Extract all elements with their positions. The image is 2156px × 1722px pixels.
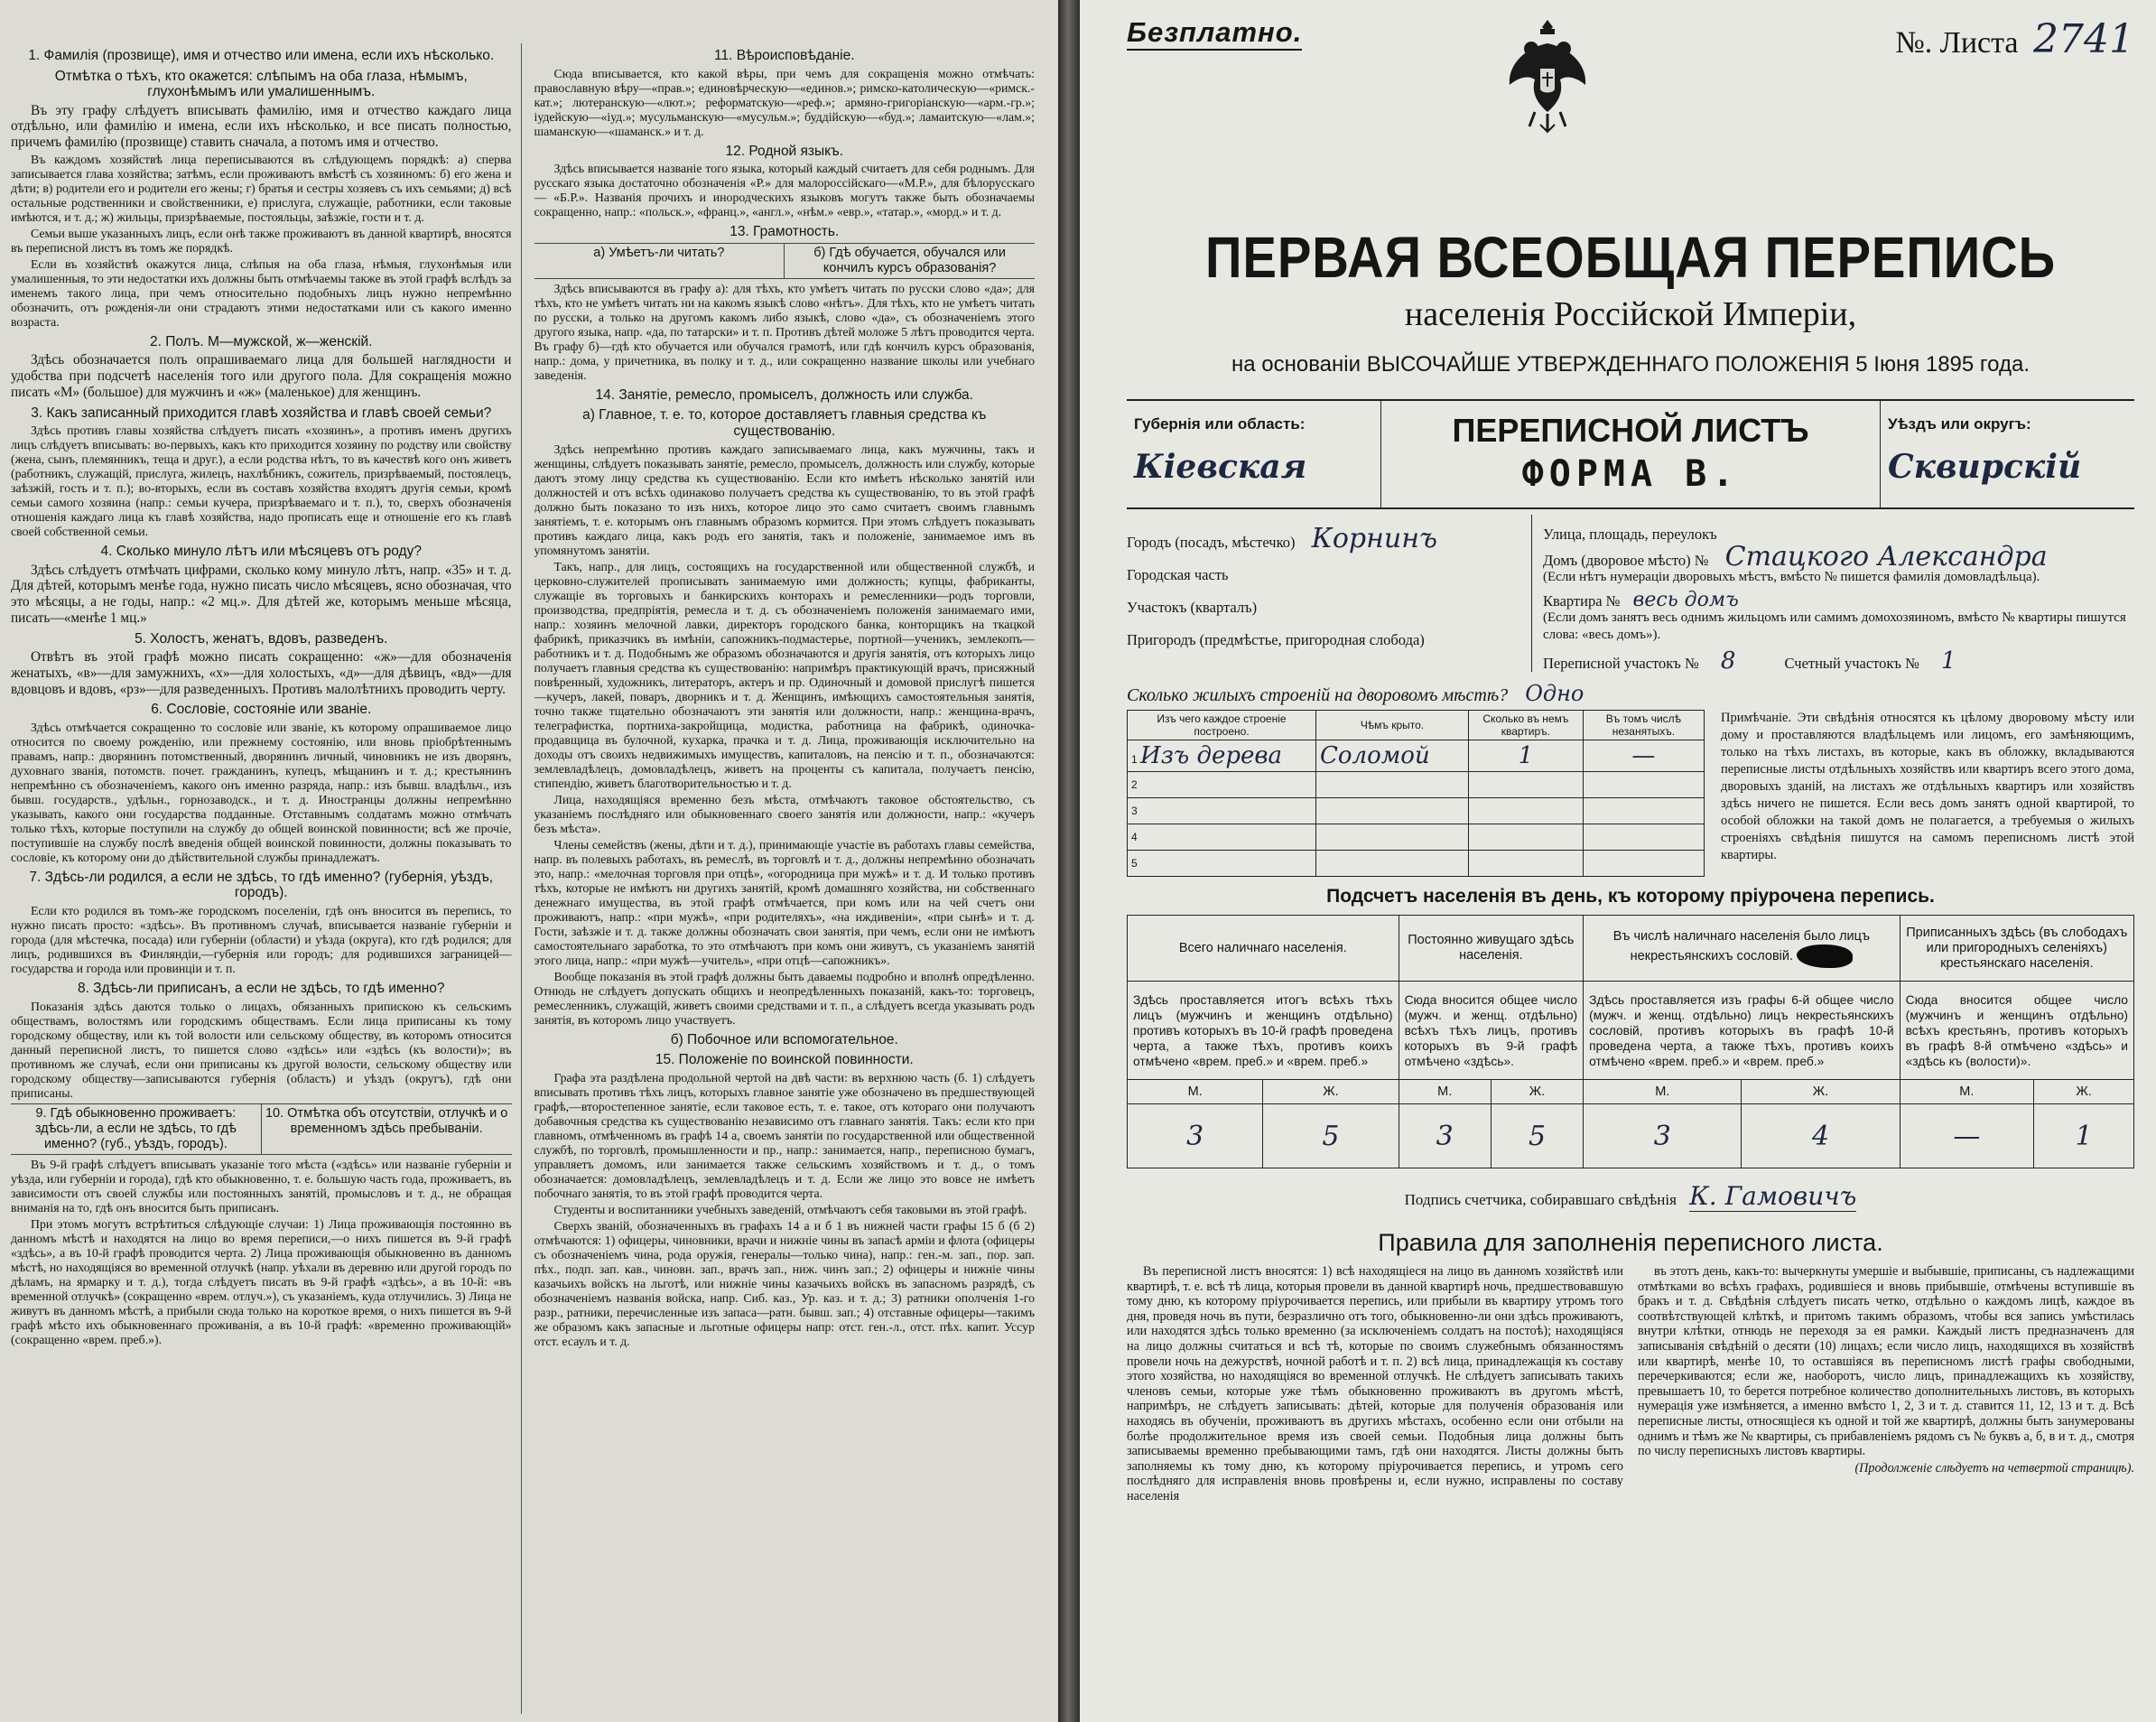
para: Здѣсь вписывается названіе того языка, который каждый считаетъ для себя роднымъ. Для русскаго языка достаточно обозначенія «Р.» для малороссійскаго—«М.Р.», для бѣлорусскаго — «Б.Р.». Названія прочихъ и инородческихъ языковъ могутъ также быть обозначаемы сокращенно, напр.: «польск.», «франц.», «англ.», «нѣм.» «евр.», «татар.», «морд.» и т. д.: [534, 162, 1035, 219]
section-8-heading: 8. Здѣсь-ли приписанъ, а если не здѣсь, то гдѣ именно?: [77, 981, 445, 997]
table-cell: 1: [2034, 1104, 2134, 1168]
buildings-question-text: Сколько жилыхъ строеній на дворовомъ мѣстѣ?: [1127, 685, 1509, 705]
buildings-table: [1127, 710, 1705, 877]
para: Если въ хозяйствѣ окажутся лица, слѣпыя на оба глаза, нѣмыя, глухонѣмыя или умалишенныя, то эти недостатки ихъ должны быть отмѣчаемы также въ этой графѣ вслѣдъ за именемъ такого лица, при чемъ относительно подобныхъ лицъ нужно непремѣнно обозначить, отъ рожденія-ли они страдаютъ этими недостатками или съ какого именно возраста.: [11, 256, 512, 329]
section-13-subheads: [534, 243, 1036, 279]
para: Здѣсь вписываются въ графу а): для тѣхъ, кто умѣетъ читать по русски слово «да»; для тѣхъ, кто не умѣетъ читать ни на какомъ языкѣ слово «нѣтъ». Для тѣхъ, кто не умѣетъ читать по русски, а только на другомъ какомъ либо языкѣ, слово «да», съ обозначеніемъ этого другого языка, напр. «да, по татарски» и т. п. Противъ дѣтей моложе 5 лѣтъ проводится черта. Въ графу б)—гдѣ кто обучается или обучался грамотѣ, или гдѣ кончилъ курсъ образованія, напр.: дома, у причетника, въ полку и т. д., или сокращенно название школы или учебнаго заведенія.: [534, 281, 1035, 382]
para: Отвѣтъ въ этой графѣ можно писать сокращенно: «ж»—для обозначенія женатыхъ, «в»—для замужнихъ, «х»—для холостыхъ, «д»—для дѣвицъ, «вд»—для вдовцовъ и вдовъ, «рз»—для разведенныхъ. Противъ малолѣтнихъ проводить черту.: [11, 649, 512, 697]
para: Показанія здѣсь даются только о лицахъ, обязанныхъ припискою къ сельскимъ обществамъ, волостямъ или городскимъ обществамъ. Если лица приписаны къ тому городскому обществу, или къ той волости или сельскому обществу, въ которомъ относится данный переписной листъ, то пишется слово «здѣсь» или «здѣсь (къ волости)»; въ противномъ же случаѣ, если они приписаны къ другой волости, сельскому обществу или городскому обществу—записываются губернія (область) и уѣздъ (округъ), гдѣ они приписаны.: [11, 999, 512, 1100]
table-cell: 1: [1469, 740, 1584, 772]
signature-label: Подпись счетчика, собиравшаго свѣдѣнія: [1404, 1191, 1677, 1208]
table-cell: 1 Изъ дерева: [1128, 740, 1316, 772]
mark-note: Отмѣтка о тѣхъ, кто окажется: слѣпымъ на оба глаза, нѣмымъ, глухонѣмымъ или умалишеннымъ.: [54, 68, 468, 100]
census-area-value: 8: [1720, 647, 1736, 675]
precinct-row: [1127, 599, 1524, 616]
form-basis-line: на основаніи ВЫСОЧАЙШЕ УТВЕРЖДЕННАГО ПОЛОЖЕНІЯ 5 Іюня 1895 года.: [1231, 352, 2030, 377]
ink-blot: [1797, 945, 1853, 968]
table-cell: 3: [1128, 798, 1316, 824]
table-cell: Ж.: [2034, 1080, 2134, 1104]
table-cell: [1316, 772, 1469, 798]
table-cell: [1469, 798, 1584, 824]
table-cell: 3: [1584, 1104, 1742, 1168]
city-row: [1127, 523, 1524, 554]
sheet-number-label: №. Листа: [1895, 26, 2019, 60]
rules-column-1: [1127, 1264, 1623, 1506]
street-label: Улица, площадь, переулокъ: [1543, 526, 1717, 543]
province-cell: [1127, 401, 1380, 507]
house-row: [1543, 541, 2134, 572]
population-sex-row: [1128, 1080, 2134, 1104]
table-cell: М.: [1399, 1080, 1491, 1104]
buildings-answer: Одно: [1525, 681, 1584, 706]
district-label: Уѣздъ или округъ:: [1888, 415, 2031, 433]
section-10-heading: 10. Отмѣтка объ отсутствіи, отлучкѣ и о временномъ здѣсь пребываніи.: [261, 1104, 512, 1154]
apartment-row: [1543, 591, 2134, 610]
census-area-row: [1543, 647, 2134, 675]
table-cell: Ж.: [1742, 1080, 1900, 1104]
table-cell: 3: [1128, 1104, 1263, 1168]
section-6-heading: 6. Сословіе, состояніе или званіе.: [151, 702, 372, 718]
form-header-row: [1127, 16, 2134, 72]
col-non-peasant-text: Въ числѣ наличнаго населенія было лицъ некрестьянскихъ сословій.: [1612, 928, 1871, 963]
section-4-heading: 4. Сколько минуло лѣтъ или мѣсяцевъ отъ роду?: [100, 544, 422, 560]
continued-note: (Продолженіе слѣдуетъ на четвертой страницѣ).: [1854, 1460, 2134, 1475]
signature-value: К. Гамовичъ: [1689, 1181, 1857, 1211]
para: Лица, находящіяся временно безъ мѣста, отмѣчаютъ таковое обстоятельство, съ указаніемъ послѣдняго или обыкновеннаго своего занятія или должности, напр.: «кучеръ безъ мѣста».: [534, 792, 1035, 835]
section-13b-heading: б) Гдѣ обучается, обучался или кончилъ курсъ образованія?: [784, 244, 1035, 278]
table-cell: 4: [1742, 1104, 1900, 1168]
para: Въ 9-й графѣ слѣдуетъ вписывать указаніе того мѣста («здѣсь» или названіе губерніи и уѣзда, или губерніи и города), гдѣ кто обыкновенно, т. е. большую часть года, проживаетъ, въ зависимости отъ своей службы или постоянныхъ занятій, промысловъ и т. д., не обращая вниманія на то, гдѣ онъ вносится быть приписанъ.: [11, 1157, 512, 1215]
census-form-page: [1080, 0, 2156, 1722]
section-12-heading: 12. Родной языкъ.: [725, 143, 843, 159]
address-left: [1127, 515, 1532, 672]
section-3-heading: 3. Какъ записанный приходится главѣ хозяйства и главѣ своей семьи?: [31, 405, 492, 421]
table-cell: М.: [1584, 1080, 1742, 1104]
buildings-note: Примѣчаніе. Эти свѣдѣнія относятся къ цѣлому дворовому мѣсту или дому и проставляются владѣльцемъ или лицомъ, его замѣняющимъ, только на тѣхъ листахъ, въ которые, какъ въ обложку, вкладываются переписные листы отдѣльныхъ хозяйствъ или квартиръ всего этого дома, дворовыхъ зданій, на листахъ же отдѣльныхъ квартиръ или хозяйствъ здѣсь ничего не пишется. Если весь домъ занятъ одной квартирой, то особой обложки на такой домъ не полагается, а требуемыя о жилыхъ строеніяхъ свѣдѣнія пишутся на самомъ переписномъ листѣ этой квартиры.: [1721, 711, 2134, 862]
table-cell: [1583, 824, 1704, 851]
buildings-section: [1127, 710, 2134, 877]
apartment-note: (Если домъ занятъ весь однимъ жильцомъ или самимъ домохозяиномъ, вмѣсто № квартиры пишутся слова: «весь домъ»).: [1543, 610, 2126, 642]
instructions-page: [0, 0, 1058, 1722]
rules-column-2: [1638, 1264, 2134, 1506]
city-part-label: Городская часть: [1127, 566, 1229, 583]
table-row: [1128, 798, 1705, 824]
city-value: Корнинъ: [1311, 523, 1437, 554]
table-cell: 5: [1263, 1104, 1399, 1168]
address-block: [1127, 515, 2134, 675]
form-id-box: [1127, 399, 2134, 509]
section-14a-heading: а) Главное, т. е. то, которое доставляетъ главныя средства къ существованію.: [582, 407, 987, 439]
section-14-heading: 14. Занятіе, ремесло, промыселъ, должность или служба.: [595, 386, 973, 403]
table-cell: [1316, 824, 1469, 851]
free-label: Безплатно.: [1127, 16, 1302, 51]
col-registered-peasant: Приписанныхъ здѣсь (въ слободахъ или пригородныхъ селеніяхъ) крестьянскаго населенія.: [1900, 916, 2133, 982]
buildings-table-header: [1128, 711, 1705, 740]
section-9-10-heading: [11, 1103, 512, 1155]
table-cell: [1583, 851, 1704, 877]
para: Въ каждомъ хозяйствѣ лица переписываются въ слѣдующемъ порядкѣ: а) сперва записывается глава хозяйства; затѣмъ, если проживаютъ вмѣстѣ съ хозяиномъ: б) его жена и дѣти; в) родители его и родители его жены; г) братья и сестры хозяевъ съ ихъ семьями; д) всѣ остальные родственники и свойственники, е) прислуга, служащіе, работники, если таковые имѣются, и т. д.; ж) жильцы, призрѣваемые, постояльцы, заѣзжіе, гости и т. д.: [11, 152, 512, 224]
para: въ этотъ день, какъ-то: вычеркнуты умершіе и выбывшіе, приписаны, съ надлежащими отмѣтками во всѣхъ графахъ, родившіеся и вновь прибывшіе, отмѣчены вступившіе въ бракъ и т. д. Свѣдѣнія слѣдуетъ писать четко, отдѣльно о каждомъ лицѣ, каждое въ соотвѣтствующей клѣткѣ, и притомъ такимъ образомъ, чтобы вся запись умѣстилась внутри клѣтки, отнюдь не переходя за ея рамки. Каждый листъ предназначенъ для записыванія свѣдѣній о десяти (10) лицахъ; если число лицъ, находящихся въ хозяйствѣ или квартирѣ, менѣе 10, то оставшіяся въ переписномъ листѣ графы свободными, перечеркиваются; если же, наоборотъ, число лицъ, принадлежащихъ къ хозяйству, превышаетъ 10, то берется потребное количество дополнительныхъ листовъ, въ которыхъ нумерація уже измѣняется, а именно вмѣсто 1, 2, 3 и т. д. ставится 11, 12, 13 и т. д. Всѣ переписные листы, относящіеся къ одной и той же квартирѣ, должны быть занумерованы однимъ и тѣмъ же № квартиры, съ прибавленіемъ рядомъ съ № буквъ а, б, в и т. д., смотря по числу переписныхъ листовъ квартиры.: [1638, 1264, 2134, 1459]
table-cell: Сюда вносится общее число (мужч. и женщ. отдѣльно) всѣхъ тѣхъ лицъ, противъ которыхъ въ 9-й графѣ отмѣчено «здѣсь».: [1399, 982, 1584, 1080]
para: Семьи выше указанныхъ лицъ, если онѣ также проживаютъ въ данной квартирѣ, вносятся въ переписной листъ въ томъ же порядкѣ.: [11, 226, 512, 255]
form-title-cell: [1380, 401, 1881, 507]
table-cell: —: [1900, 1104, 2033, 1168]
count-area-label: Счетный участокъ №: [1784, 655, 1919, 672]
para: Здѣсь отмѣчается сокращенно то сословіе или званіе, къ которому опрашиваемое лицо относится по своему рожденію, или прежнему состоянію, или вновь пріобрѣтеннымъ правамъ, напр.: дворянинъ потомственный, дворянинъ личный, чиновникъ не изъ дворянъ, духовнаго званія, потомств. почет. гражданинъ, купецъ, мѣщанинъ и т. д.; крестьянинъ непремѣнно съ обозначеніемъ, какого онъ именно разряда, напр.: изъ бывш. владѣльч., изъ бывш. государств., удѣльн., горнозаводск., и т. д. Иностранцы должны непремѣнно указывать, какого они государства подданные. Отставнымъ солдатамъ можно отмѣчать только тѣхъ, которые поступили на службу до общей воинской повинности; всѣ же прочіе, поступившіе на службу послѣ введенія общей воинской повинности, должны показывать то сословіе, къ которому они до дѣйствительной службы принадлежатъ.: [11, 720, 512, 864]
sheet-number: [1895, 16, 2134, 62]
table-cell: М.: [1900, 1080, 2033, 1104]
section-9-heading: 9. Гдѣ обыкновенно проживаетъ: здѣсь-ли, а если не здѣсь, то гдѣ именно? (губ., уѣздъ, городъ).: [34, 1105, 237, 1151]
table-cell: М.: [1128, 1080, 1263, 1104]
col-vacant: Въ томъ числѣ незанятыхъ.: [1583, 711, 1704, 740]
col-roof: Чѣмъ крыто.: [1316, 711, 1469, 740]
para: Студенты и воспитанники учебныхъ заведеній, отмѣчаютъ себя таковыми въ этой графѣ.: [553, 1202, 1027, 1216]
suburb-label: Пригородъ (предмѣстье, пригородная слобода): [1127, 631, 1425, 648]
table-cell: Ж.: [1263, 1080, 1399, 1104]
apartment-value: весь домъ: [1632, 589, 1739, 611]
form-main-title: ПЕРВАЯ ВСЕОБЩАЯ ПЕРЕПИСЬ: [1205, 225, 2056, 290]
para: Здѣсь противъ главы хозяйства слѣдуетъ писать «хозяинъ», а противъ именъ другихъ лицъ слѣдуетъ вписывать: во-первыхъ, какъ кто приходится хозяину по родству или свойству (жена, сынъ, племянникъ, теща и друг.), а если родства нѣтъ, то въ качествѣ кого онъ живетъ (работникъ, служащій, прислуга, жилецъ, нахлѣбникъ, сожитель, призрѣваемый, постоялецъ, заѣзжій, гость и т. п.); во-вторыхъ, если въ составъ хозяйства входятъ другія семьи, кромѣ семьи самого хозяина (напр.: семьи кучера, призрѣваемаго и т. п.), то, сверхъ обозначенія отношенія каждаго лица къ главѣ хозяйства, надо прописать еще и отношеніе его къ главѣ своей собственной семьи.: [11, 424, 512, 539]
section-15-heading: 15. Положеніе по воинской повинности.: [655, 1052, 914, 1068]
table-cell: Здѣсь проставляется итогъ всѣхъ тѣхъ лицъ (мужчинъ и женщинъ отдѣльно) противъ которыхъ въ 10-й графѣ проведена черта, а также тѣхъ, противъ коихъ отмѣчено «врем. преб.» и «врем. преб.»: [1128, 982, 1399, 1080]
district-value: Сквирскій: [1888, 448, 2082, 486]
table-cell: Соломой: [1316, 740, 1469, 772]
para: Сверхъ званій, обозначенныхъ въ графахъ 14 а и б 1 въ нижней части графы 15 б (б 2) отмѣчаются: 1) офицеры, чиновники, врачи и нижніе чины въ запасѣ арміи и флота (офицеры съ обозначеніемъ чина, рода оружія, генералы—только чина), напр.: ген.-м. зап., пор. зап. пѣх., подп. зап. кав., чиновн. зап., врачъ зап., ниж. чинъ зап.; 2) офицеры и нижніе чины казачьихъ войскъ на льготѣ, или нижніе чины казачьихъ войскъ въ запасномъ разрядѣ, съ обозначеніемъ названія войска, напр. Сиб. каз., Ур. каз. и т. д.; 3) ратники ополченія 1-го разр., ратники, перечисленные изъ запаса—ратн. бывш. зап.; 4) отставные офицеры—такимъ же образомъ какъ запасные и льготные офицеры напр: отст. ген.-л., отст. пѣх. капит. Уссур отст. есаулъ и т. д.: [534, 1218, 1035, 1348]
house-label: Домъ (дворовое мѣсто) №: [1543, 552, 1709, 569]
table-cell: [1583, 772, 1704, 798]
section-11-heading: 11. Вѣроисповѣданіе.: [713, 48, 855, 63]
section-7-heading: 7. Здѣсь-ли родился, а если не здѣсь, то гдѣ именно? (губернія, уѣздъ, городъ).: [29, 869, 494, 901]
section-2-heading: 2. Полъ. М—мужской, ж—женскій.: [150, 333, 373, 349]
population-table-header: [1128, 916, 2134, 982]
province-value: Кіевская: [1134, 448, 1307, 486]
para: Въ переписной листъ вносятся: 1) всѣ находящіеся на лицо въ данномъ хозяйствѣ или квартирѣ, т. е. всѣ тѣ лица, которыя провели въ данной квартирѣ ночь, предшествовавшую тому дню, къ которому пріурочивается перепись, или прибыли въ квартиру утромъ того дня, проведя ночь въ пути, безразлично отъ того, обыкновенно-ли они здѣсь проживаютъ, или находятся здѣсь только временно (за исключеніемъ солдатъ на постоѣ); находящіяся на лицо должны считаться и всѣ тѣ, которые по своимъ служебнымъ обязанностямъ провели ночь на дежурствѣ, ночной работѣ и т. п. 2) всѣ лица, принадлежащія къ составу этого хозяйства, но находящіяся во временной отлучкѣ. Не слѣдуетъ записывать такихъ членовъ семьи, которые уже тѣмъ обыкновенно проживаютъ въ другомъ мѣстѣ, напримѣръ, не слѣдуетъ записывать: дѣтей, которые для полученія образованія или находясь въ обученіи, проживаютъ въ другихъ мѣстахъ, особенно если они отбыли на болѣе продолжительное время изъ своей семьи. Подобныя лица должны быть записываемы временно пребывающими тамъ, гдѣ они находятся. Листы должны быть заполняемы къ тому дню, къ которому пріурочивается перепись, и утромъ сего послѣдняго для исправленія вновь провѣрены и, если нужно, исправлены по составу населенія: [1127, 1264, 1623, 1503]
form-subtitle: населенія Россійской Имперіи,: [1404, 295, 1857, 333]
table-cell: 5: [1128, 851, 1316, 877]
population-count-title: Подсчетъ населенія въ день, къ которому пріурочена перепись.: [1326, 886, 1935, 907]
city-part-row: [1127, 566, 1524, 583]
rules-title: Правила для заполненія переписного листа.: [1378, 1229, 1883, 1256]
table-row: [1128, 772, 1705, 798]
form-type: ФОРМА В.: [1521, 453, 1740, 495]
table-cell: 4: [1128, 824, 1316, 851]
para: Здѣсь обозначается полъ опрашиваемаго лица для большей наглядности и удобства при подсчетѣ населенія того или другого пола. Для сокращенія можно писать «М» (большое) для мужчинъ и «ж» (маленькое) для женщинъ.: [11, 352, 512, 400]
para: Графа эта раздѣлена продольной чертой на двѣ части: въ верхнюю часть (б. 1) слѣдуетъ вписывать противъ тѣхъ лицъ, которыхъ главное занятіе уже обозначено въ предшествующей графѣ,—второстепенное занятіе, если таковое есть, т. е. такое, отъ котораго они получаютъ добавочныя средства къ существованію независимо отъ главнаго занятія. Такъ: если кто при главномъ, отмѣченномъ въ графѣ 14 а, своемъ занятіи по государственной или общественной службѣ, по торговлѣ, промышленности и пр., напр.: занимается, напр., переписною бумагъ, управляетъ домомъ, или занимается также сельскимъ хозяйствомъ и т. д., о томъ обозначается: домовладѣлецъ, землевладѣлецъ и т. д. Если же лицо это вовсе не имѣетъ побочнаго занятія, то въ этой графѣ проводится черта.: [534, 1070, 1035, 1200]
table-cell: Сюда вносится общее число (мужчинъ и женщинъ отдѣльно) всѣхъ крестьянъ, противъ которыхъ въ графѣ 8-й отмѣчено «здѣсь» и «здѣсь къ (волости)».: [1900, 982, 2133, 1080]
col-non-peasant: [1584, 916, 1900, 982]
precinct-label: Участокъ (кварталъ): [1127, 599, 1258, 616]
count-area-value: 1: [1940, 647, 1956, 675]
city-label: Городъ (посадъ, мѣстечко): [1127, 534, 1296, 551]
para: Въ эту графу слѣдуетъ вписывать фамилію, имя и отчество каждаго лица отдѣльно, или фамилію и имена, если ихъ нѣсколько, и все писать полностью, причемъ фамилію (прозвище) ставить сначала, а потомъ имя и отчество.: [11, 102, 512, 151]
section-13-heading: 13. Грамотность.: [730, 224, 840, 240]
population-table: [1127, 915, 2134, 1168]
para: Если кто родился въ томъ-же городскомъ поселеніи, гдѣ онъ вносится въ перепись, то нужно писать просто: «здѣсь». Въ противномъ случаѣ, вписывается названіе губерніи и города (для мѣстечка, посада) или губерніи (области) и уѣзда (округа), кто гдѣ родился; для лицъ, родившихся въ Финляндіи,—губернія или городъ; для родившихся заграницей—государства и города или провинціи и т. п.: [11, 904, 512, 976]
instructions-column-2: [534, 43, 1036, 1714]
table-cell: 5: [1491, 1104, 1583, 1168]
double-headed-eagle-emblem-icon: [1504, 13, 1591, 139]
para: Члены семействъ (жены, дѣти и т. д.), принимающіе участіе въ работахъ главы семейства, напр. въ полевыхъ работахъ, въ ремеслѣ, въ торговлѣ и т. д., должны непремѣнно обозначать это, напр.: «мелочная торговля при отцѣ», «огородница при мужѣ» и т. д. И только противъ тѣхъ, которые не имѣютъ ни другихъ занятій, кромѣ домашняго хозяйства, ни собственнаго денежнаго имущества, въ этой графѣ отмѣчается, при комъ или на чей счетъ они проживаютъ, напр.: «при мужѣ», «при родителяхъ», «на иждивеніи», «при сынѣ» и т. д. Гости, заѣзжіе и т. д. также должны обозначать свои занятія, при чемъ, если они не имѣютъ самостоятельнаго заработка, то это отмѣчаютъ при комъ они живутъ, съ указаніемъ занятій этого лица, напр.: «при мужѣ—учитель», «при отцѣ—сапожникъ».: [534, 837, 1035, 967]
enumerator-signature: [1127, 1181, 2134, 1211]
para: При этомъ могутъ встрѣтиться слѣдующіе случаи: 1) Лица проживающія постоянно въ данномъ мѣстѣ и находятся на лицо во время переписи,—о нихъ пишется въ 9-й графѣ «здѣсь», а въ 10-й графѣ проводится черта. 2) Лица проживающія обыкновенно въ данномъ мѣстѣ, но находящіяся во временной отлучкѣ (напр. уѣхали въ деревню или другой городъ по дѣламъ, на ярмарку и т. д.), тогда слѣдуетъ писать въ 9-й графѣ «здѣсь», а въ 10-й: «въ временной отлучкѣ» (сокращенно «врем. отлуч.»), съ указаніемъ, куда отлучились. 3) Лица не живутъ въ данномъ мѣстѣ, а прибыли сюда только на короткое время, о нихъ пишется въ 9-й графѣ мѣсто ихъ обыкновеннаго проживанія, а въ 10-й графѣ: «временно проживающій» (сокращенно «врем. преб.»).: [11, 1216, 512, 1346]
table-row: [1128, 824, 1705, 851]
apartment-label: Квартира №: [1543, 592, 1621, 610]
table-cell: 2: [1128, 772, 1316, 798]
form-title: ПЕРЕПИСНОЙ ЛИСТЪ: [1452, 412, 1809, 449]
table-cell: Здѣсь проставляется изъ графы 6-й общее число (мужч. и женщ. отдѣльно) лицъ некрестьянскихъ сословій, противъ которыхъ въ графѣ 10-й проведена черта, а также тѣхъ, противъ коихъ отмѣчено «врем. преб.» и «врем. преб.»: [1584, 982, 1900, 1080]
district-cell: [1881, 401, 2134, 507]
table-cell: —: [1583, 740, 1704, 772]
instructions-column-1: [11, 43, 522, 1714]
para: Здѣсь непремѣнно противъ каждаго записываемаго лица, какъ мужчины, такъ и женщины, слѣдуетъ показывать занятіе, ремесло, промыселъ, должность или службу, которые даютъ этому лицу средства къ существованію. Если кто имѣетъ нѣсколько занятій или должностей и отъ всѣхъ одинаково получаетъ средства къ существованію, то въ этой графѣ должно быть показано то изъ нихъ, которое лицо это само считаетъ своимъ главнымъ занятіемъ, т. е. которымъ онъ главнымъ образомъ кормится. При этомъ слѣдуетъ показывать противъ каждаго лица, какъ родъ его занятія, такъ и положеніе, занимаемое имъ въ упомянутомъ занятіи.: [534, 442, 1035, 557]
sheet-number-value: 2741: [2033, 16, 2134, 62]
table-cell: [1316, 798, 1469, 824]
para: Здѣсь слѣдуетъ отмѣчать цифрами, сколько кому минуло лѣтъ, напр. «35» и т. д. Для дѣтей, которымъ менѣе года, нужно писать число мѣсяцевъ, ясно обозначая, что это мѣсяцы, а не годы, напр.: «2 мц.». Для дѣтей же, которымъ меньше мѣсяца, писать—«менѣе 1 мц.»: [11, 562, 512, 626]
col-present-population: Всего наличнаго населенія.: [1128, 916, 1399, 982]
para: Такъ, напр., для лицъ, состоящихъ на государственной или общественной службѣ, и церковно-служителей прописывать занимаемую ими должность; купцы, фабриканты, служащіе въ торговыхъ и банкирскихъ конторахъ и ремесленники—родъ торговли, производства, предпріятія, ремесла и т. д. съ обозначеніемъ положенія занимаемаго ими, напр.: хозяинъ мелочной лавки, директоръ городского банка, конторщикъ на ткацкой фабрикѣ, приказчикъ въ имѣніи, сапожникъ-подмастерье, портной—ученикъ, землекопъ—работникъ и т. д. Подобнымъ же образомъ обозначаются и другія занятія, отъ которыхъ лицо получаетъ главныя средства къ существованію: напримѣръ практикующій врачъ, присяжный повѣренный, художникъ, литераторъ, актеръ и пр. Одиночный и домовой прислугѣ пишется—кучеръ, лакей, поваръ, дворникъ и т. д. Женщинъ, имѣющихъ самостоятельныя занятія, точно также тщательно обозначаютъ эти занятія или должности, напр.: женщина-врачъ, телеграфистка, портниха-закройщица, модистка, работница на фабрикѣ, одиночка-продавщица въ булочной, кухарка, прачка и т. д. Лица, проживающія исключительно на доходы отъ своихъ недвижимыхъ имуществъ, капиталовъ, на пенсію и т. п., обозначаются: землевладѣлецъ, домовладѣлецъ, живетъ на проценты съ капитала, получаетъ пенсію, стипендію, живетъ благотворительностью и т. д.: [534, 559, 1035, 790]
col-apartments: Сколько въ немъ квартиръ.: [1469, 711, 1584, 740]
suburb-row: [1127, 631, 1524, 648]
table-row: [1128, 851, 1705, 877]
book-gutter: [1058, 0, 1080, 1722]
section-5-heading: 5. Холостъ, женатъ, вдовъ, разведенъ.: [135, 630, 388, 647]
population-desc-row: [1128, 982, 2134, 1080]
section-14b-heading: б) Побочное или вспомогательное.: [670, 1031, 898, 1047]
buildings-question: [1127, 681, 2134, 706]
census-area-label: Переписной участокъ №: [1543, 655, 1699, 672]
table-cell: [1469, 851, 1584, 877]
table-cell: [1469, 824, 1584, 851]
house-note: (Если нѣтъ нумераціи дворовыхъ мѣстъ, вмѣсто № пишется фамилія домовладѣльца).: [1543, 570, 2040, 584]
table-cell: [1583, 798, 1704, 824]
table-row: [1128, 740, 1705, 772]
table-cell: Ж.: [1491, 1080, 1583, 1104]
address-right: [1532, 515, 2134, 675]
province-label: Губернія или область:: [1134, 415, 1306, 433]
col-permanent-population: Постоянно живущаго здѣсь населенія.: [1399, 916, 1584, 982]
section-1-heading: 1. Фамилія (прозвище), имя и отчество или имена, если ихъ нѣсколько.: [28, 48, 495, 63]
rules-text: [1127, 1264, 2134, 1506]
col-material: Изъ чего каждое строеніе построено.: [1128, 711, 1316, 740]
table-cell: 3: [1399, 1104, 1491, 1168]
section-13a-heading: а) Умѣетъ-ли читать?: [593, 245, 725, 260]
house-value: Стацкого Александра: [1724, 541, 2048, 572]
para: Сюда вписывается, кто какой вѣры, при чемъ для сокращенія можно отмѣчать: православную вѣру—«прав.»; единовѣрческую—«единов.»; римско-католическую—«римск.-кат.»; лютеранскую—«лют.»; реформатскую—«реф.»; армяно-григоріанскую—«арм.-гр.»; іудейскую—«іуд.»; мусульманскую—«мусульм.»; буддійскую—«буд.»; ламаитскую—«лам.»; шаманскую—«шаманск.» и т. д.: [534, 66, 1035, 138]
table-cell: [1316, 851, 1469, 877]
population-values-row: [1128, 1104, 2134, 1168]
para: Вообще показанія въ этой графѣ должны быть даваемы подробно и вполнѣ опредѣленно. Отнюдь не слѣдуетъ допускать общихъ и неопредѣленныхъ показаній, какъ-то: торговецъ, ремесленникъ, служащій, живетъ своими средствами и т. п., а слѣдуетъ всегда указывать родъ занятія, въ которомъ лицо участвуетъ.: [534, 969, 1035, 1027]
table-cell: [1469, 772, 1584, 798]
